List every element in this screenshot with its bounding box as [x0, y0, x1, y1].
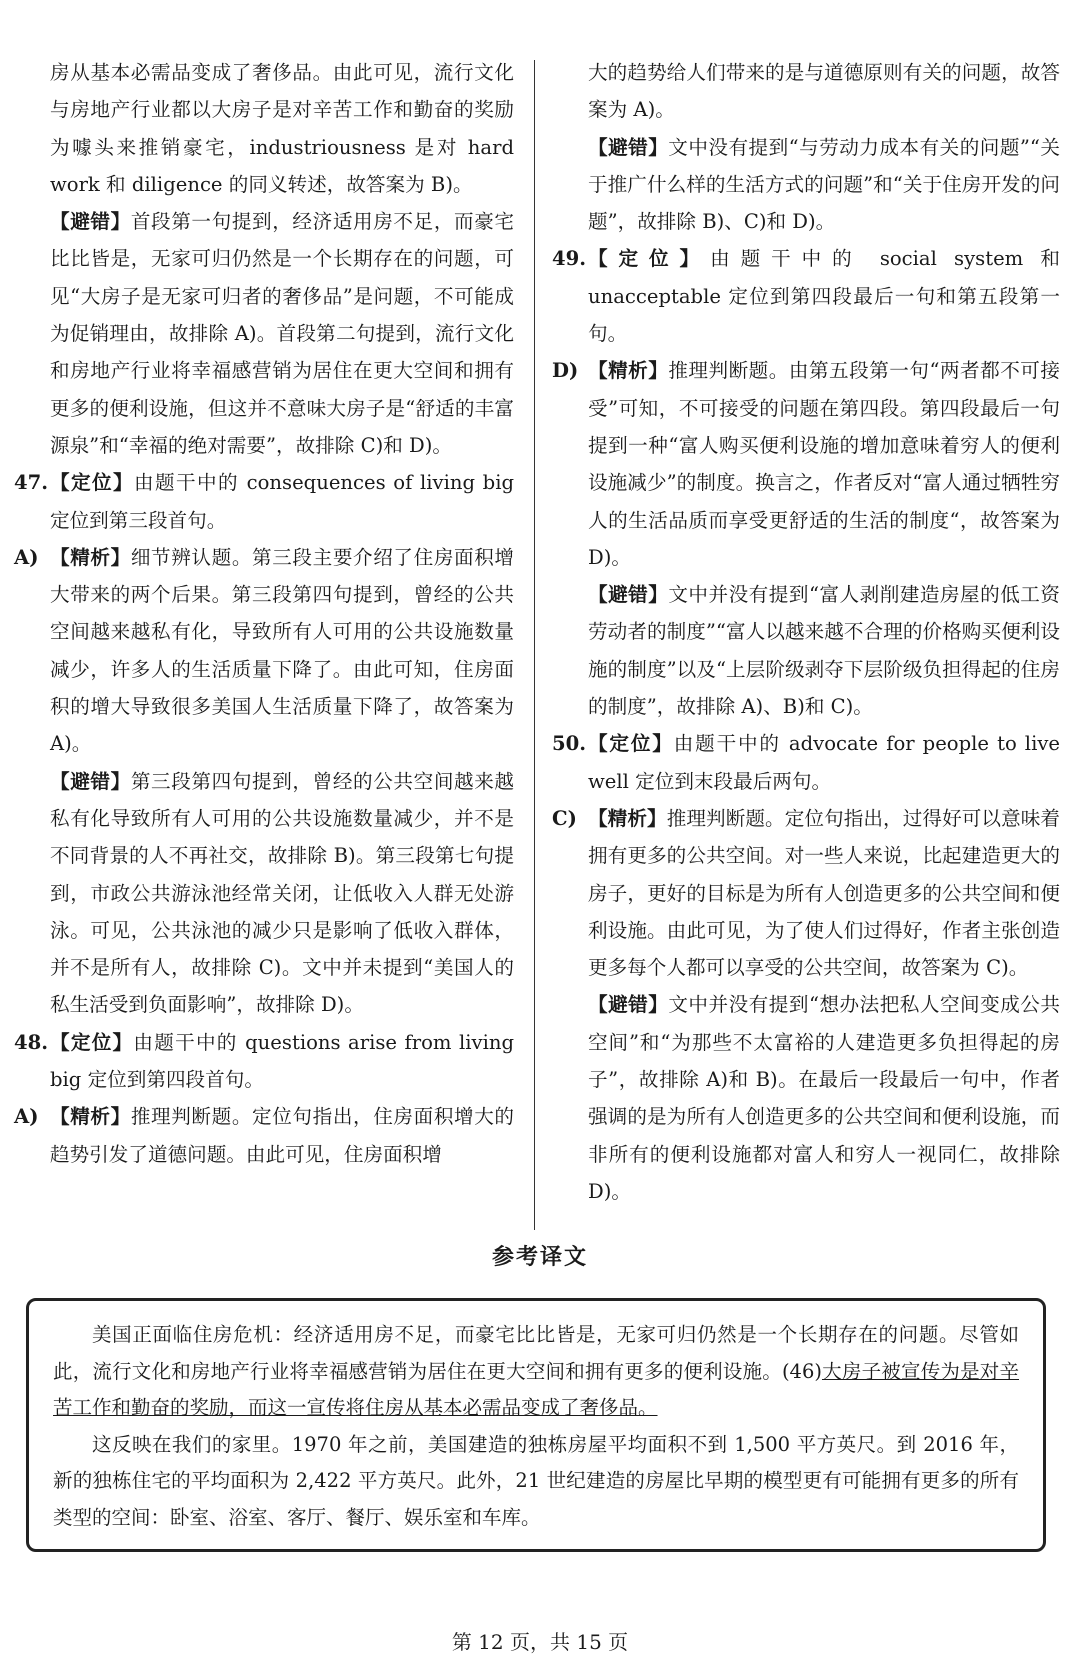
question-48-text: 由题干中的 questions arise from living big 定位到第四段首句。: [50, 1030, 515, 1092]
answer-48-avoid-error: [552, 129, 1060, 241]
translation-underlined-sentence: 大房子被宣传为是对辛苦工作和勤奋的奖励，而这一宣传将住房从基本必需品变成了奢侈品。: [53, 1359, 1019, 1419]
answer-letter: A): [14, 1105, 39, 1129]
answer-50-text: 推理判断题。定位句指出，过得好可以意味着拥有更多的公共空间。对一些人来说，比起建造更大的房子，更好的目标是为所有人创造更多的公共空间和便利设施。由此可见，为了使人们过得好，作者主张创造更多每个人都可以享受的公共空间，故答案为 C)。: [588, 806, 1061, 980]
column-divider: [534, 60, 535, 1230]
translation-title: 参考译文: [491, 1244, 588, 1270]
question-47-locate: [14, 464, 514, 539]
locate-tag: 【定位】: [588, 732, 674, 756]
answer-letter: D): [552, 359, 579, 383]
avoid-error-tag: 【避错】: [588, 583, 669, 607]
avoid-error-tag: 【避错】: [588, 993, 669, 1017]
answer-48-text: 推理判断题。定位句指出，住房面积增大的趋势引发了道德问题。由此可见，住房面积增: [50, 1105, 515, 1166]
locate-tag: 【定位】: [588, 247, 711, 271]
question-50-text: 由题干中的 advocate for people to live well 定位到末段最后两句。: [588, 732, 1061, 793]
answer-letter: A): [14, 545, 39, 569]
left-p1-text: 房从基本必需品变成了奢侈品。由此可见，流行文化与房地产行业都以大房子是对辛苦工作和勤奋的奖励为噱头来推销豪宅，industriousness 是对 hard work 和 diligence 的同义转述，故答案为 B)。: [50, 61, 514, 196]
analysis-tag: 【精析】: [50, 545, 131, 569]
translation-paragraph-1: [53, 1317, 1019, 1427]
question-49-text: 由题干中的 social system 和 unacceptable 定位到第四段最后一句和第五段第一句。: [588, 247, 1060, 346]
question-50-locate: [552, 725, 1060, 800]
right-column: [552, 54, 1060, 1210]
left-avoid-error-46: [14, 203, 514, 464]
question-number: 48.: [14, 1030, 49, 1054]
question-49-locate: [552, 240, 1060, 352]
left-column: [14, 54, 514, 1173]
question-number: 47.: [14, 471, 49, 495]
locate-tag: 【定位】: [50, 1030, 134, 1054]
question-47-text: 由题干中的 consequences of living big 定位到第三段首句。: [50, 471, 514, 532]
answer-50-analysis: [552, 800, 1060, 986]
question-48-locate: [14, 1024, 514, 1099]
page-number: 第 12 页，共 15 页: [451, 1630, 629, 1654]
answer-49-avoid-text: 文中并没有提到“富人剥削建造房屋的低工资劳动者的制度”“富人以越来越不合理的价格购买便利设施的制度”以及“上层阶级剥夺下层阶级负担得起的住房的制度”，故排除 A)、B)和 C)。: [588, 583, 1060, 719]
right-paragraph-continued: [552, 54, 1060, 129]
answer-49-analysis: [552, 352, 1060, 576]
locate-tag: 【定位】: [50, 471, 134, 495]
answer-47-text: 细节辨认题。第三段主要介绍了住房面积增大带来的两个后果。第三段第四句提到，曾经的公共空间越来越私有化，导致所有人可用的公共设施数量减少，许多人的生活质量下降了。由此可知，住房面积的增大导致很多美国人生活质量下降了，故答案为 A)。: [50, 545, 515, 756]
analysis-tag: 【精析】: [588, 359, 669, 383]
translation-box: [26, 1298, 1046, 1552]
avoid-error-tag: 【避错】: [50, 769, 131, 793]
answer-50-avoid-error: [552, 986, 1060, 1210]
answer-48-analysis: [14, 1098, 514, 1173]
translation-paragraph-2: 这反映在我们的家里。1970 年之前，美国建造的独栋房屋平均面积不到 1,500 平方英尺。到 2016 年，新的独栋住宅的平均面积为 2,422 平方英尺。此外，21 世纪建造的房屋比早期的模型更有可能拥有更多的所有类型的空间：卧室、浴室、客厅、餐厅、娱乐室和车库。: [53, 1432, 1019, 1529]
right-p1-text: 大的趋势给人们带来的是与道德原则有关的问题，故答案为 A)。: [588, 61, 1060, 122]
question-number: 50.: [552, 732, 587, 756]
answer-47-analysis: [14, 539, 514, 763]
left-p2-text: 首段第一句提到，经济适用房不足，而豪宅比比皆是，无家可归仍然是一个长期存在的问题，可见“大房子是无家可归者的奢侈品”是问题，不可能成为促销理由，故排除 A)。首段第二句提到，流行文化和房地产行业将幸福感营销为居住在更大空间和拥有更多的便利设施，但这并不意味大房子是“舒适的丰富源泉”和“幸福的绝对需要”，故排除 C)和 D)。: [50, 210, 515, 457]
left-paragraph-continued: [14, 54, 514, 203]
avoid-error-tag: 【避错】: [588, 135, 669, 159]
answer-50-avoid-text: 文中并没有提到“想办法把私人空间变成公共空间”和“为那些不太富裕的人建造更多负担得起的房子”，故排除 A)和 B)。在最后一段最后一句中，作者强调的是为所有人创造更多的公共空间和便利设施，而非所有的便利设施都对富人和穷人一视同仁，故排除 D)。: [588, 993, 1060, 1203]
avoid-error-tag: 【避错】: [50, 210, 131, 234]
answer-49-text: 推理判断题。由第五段第一句“两者都不可接受”可知，不可接受的问题在第四段。第四段最后一句提到一种“富人购买便利设施的增加意味着穷人的便利设施减少”的制度。换言之，作者反对“富人通过牺牲穷人的生活品质而享受更舒适的生活的制度“，故答案为 D)。: [588, 359, 1060, 569]
answer-47-avoid-error: [14, 763, 514, 1024]
answer-49-avoid-error: [552, 576, 1060, 725]
analysis-tag: 【精析】: [50, 1105, 131, 1129]
question-number: 49.: [552, 247, 587, 271]
analysis-tag: 【精析】: [588, 806, 667, 830]
answer-letter: C): [552, 806, 577, 830]
answer-47-avoid-text: 第三段第四句提到，曾经的公共空间越来越私有化导致所有人可用的公共设施数量减少，并不是不同背景的人不再社交，故排除 B)。第三段第七句提到，市政公共游泳池经常关闭，让低收入人群无处游泳。可见，公共泳池的减少只是影响了低收入群体，并不是所有人，故排除 C)。文中并未提到“美国人的私生活受到负面影响”，故排除 D)。: [50, 769, 515, 1017]
translation-p1-text: 美国正面临住房危机：经济适用房不足，而豪宅比比皆是，无家可归仍然是一个长期存在的问题。尽管如此，流行文化和房地产行业将幸福感营销为居住在更大空间和拥有更多的便利设施。(46): [53, 1323, 1019, 1383]
answer-48-avoid-text: 文中没有提到“与劳动力成本有关的问题”“关于推广什么样的生活方式的问题”和“关于住房开发的问题”，故排除 B)、C)和 D)。: [588, 135, 1061, 234]
